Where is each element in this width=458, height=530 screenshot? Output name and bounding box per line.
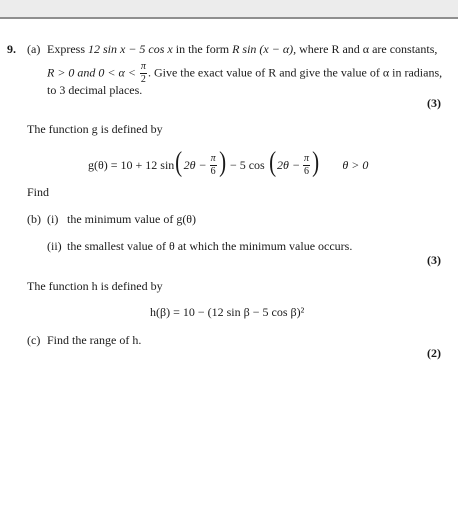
part-a-condition: R > 0 and 0 < α <: [47, 65, 136, 80]
g-definition: [88, 148, 368, 182]
g-inner-2: 2θ −: [277, 158, 301, 172]
h-definition: h(β) = 10 − (12 sin β − 5 cos β)²: [150, 305, 305, 319]
part-a-line3: to 3 decimal places.: [47, 83, 143, 97]
part-a-expression: 12 sin x − 5 cos x: [88, 42, 173, 56]
right-paren: ): [312, 147, 320, 179]
part-b-marks: (3): [427, 253, 441, 267]
part-b-label: (b): [27, 212, 41, 226]
fraction-numerator: π: [210, 152, 216, 164]
part-a-line1-prefix: Express: [47, 42, 88, 56]
part-a-label: (a): [27, 42, 41, 56]
fraction-denominator: 2: [140, 74, 146, 85]
g-lhs: g(θ) = 10 + 12 sin: [88, 158, 175, 172]
part-b-i-text: the minimum value of g(θ): [67, 212, 197, 226]
top-toolbar-strip: [0, 0, 458, 17]
fraction-denominator: 6: [304, 165, 310, 177]
part-c-text: Find the range of h.: [47, 333, 142, 347]
part-a-line1: [47, 43, 437, 55]
part-a-line2: [47, 62, 442, 85]
right-paren: ): [218, 147, 226, 179]
part-a-form-text: in the form: [172, 42, 233, 56]
g-domain: θ > 0: [342, 158, 369, 172]
fraction-numerator: π: [140, 61, 146, 72]
left-paren: (: [268, 147, 276, 179]
part-a-line1-suffix: where R and α are constants,: [296, 42, 438, 56]
g-middle: − 5 cos: [229, 158, 265, 172]
question-number: 9.: [7, 42, 16, 56]
find-label: Find: [27, 185, 50, 199]
top-divider-line: [0, 17, 458, 19]
part-a-line2-suffix: . Give the exact value of R and give the value of α in radians,: [147, 65, 443, 80]
pi-over-2-fraction: [140, 62, 147, 85]
pi-over-6-fraction-1: [210, 154, 217, 177]
part-c-label: (c): [27, 333, 41, 347]
part-b-ii-text: the smallest value of θ at which the minimum value occurs.: [67, 239, 353, 253]
h-intro: The function h is defined by: [27, 279, 163, 293]
part-a-marks: (3): [427, 96, 441, 110]
part-c-marks: (2): [427, 346, 441, 360]
fraction-denominator: 6: [210, 165, 216, 177]
part-a-form: R sin (x − α),: [232, 42, 297, 56]
g-intro: The function g is defined by: [27, 122, 163, 136]
part-b-ii-label: (ii): [47, 239, 62, 253]
fraction-numerator: π: [304, 152, 310, 164]
pi-over-6-fraction-2: [303, 154, 310, 177]
part-b-i-label: (i): [47, 212, 59, 226]
g-inner-1: 2θ −: [183, 158, 207, 172]
left-paren: (: [175, 147, 183, 179]
